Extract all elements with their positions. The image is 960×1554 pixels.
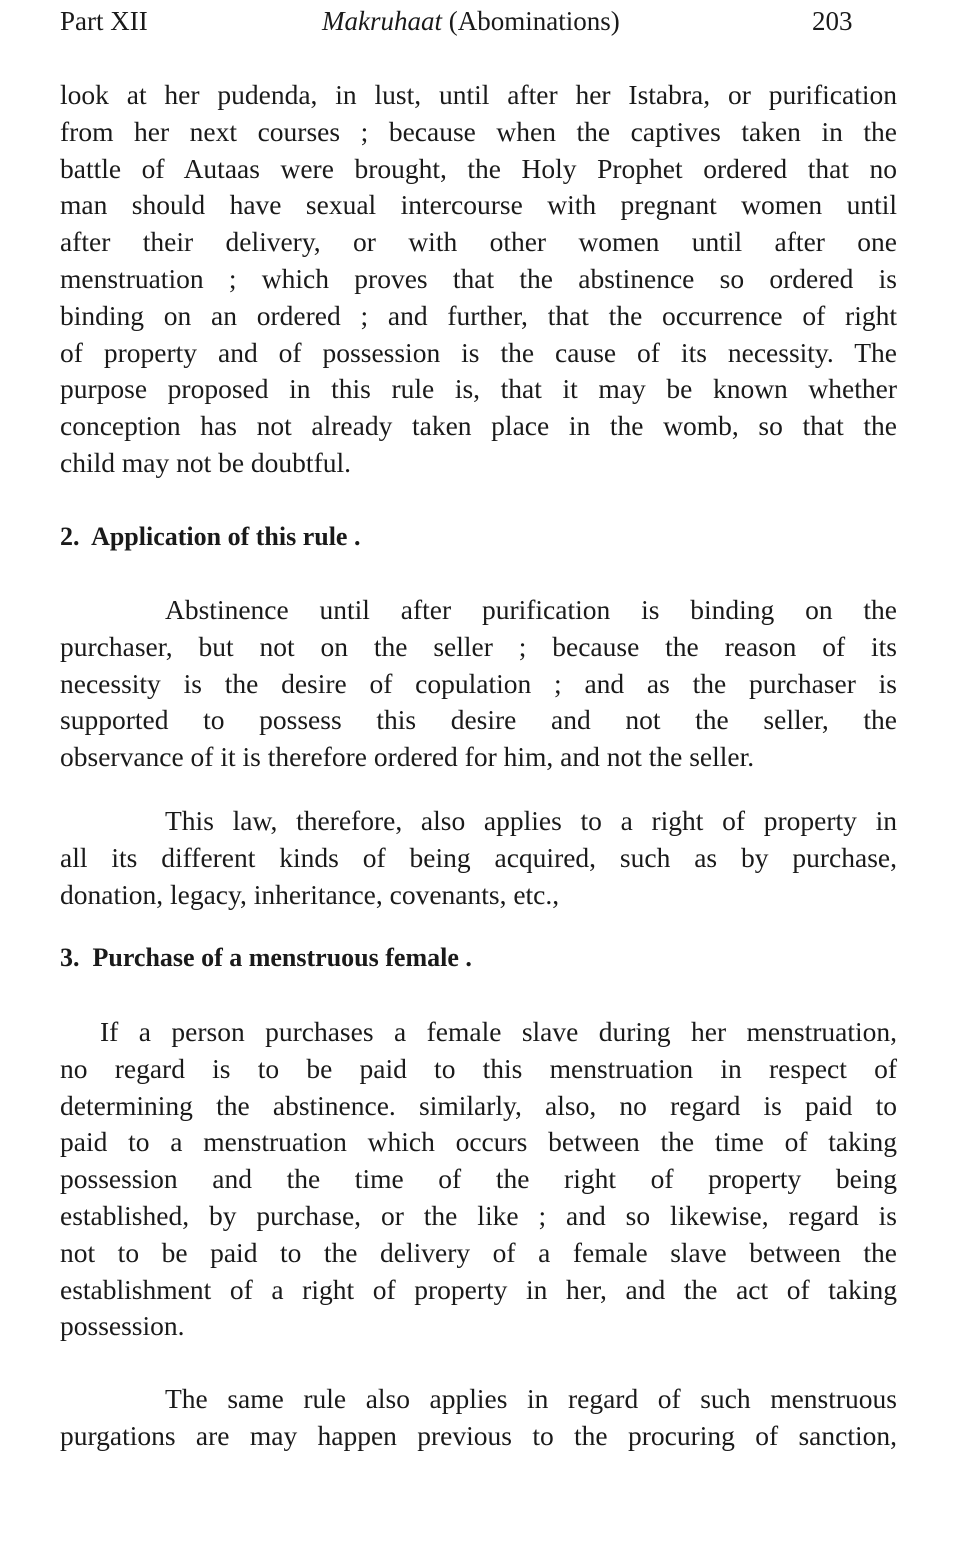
text-line: child may not be doubtful. bbox=[60, 446, 351, 478]
text-line: conception has not already taken place in the womb, so that the bbox=[60, 410, 897, 442]
text-line: man should have sexual intercourse with pregnant women until bbox=[60, 189, 897, 221]
text-line: establishment of a right of property in her, and the act of taking bbox=[60, 1273, 897, 1305]
text-line: all its different kinds of being acquired, such as by purchase, bbox=[60, 841, 897, 873]
text-line: supported to possess this desire and not the seller, the bbox=[60, 704, 897, 736]
text-line: no regard is to be paid to this menstruation in respect of bbox=[60, 1052, 897, 1084]
text-line: determining the abstinence. similarly, also, no regard is paid to bbox=[60, 1089, 897, 1121]
text-line: observance of it is therefore ordered for him, and not the seller. bbox=[60, 741, 755, 773]
section-heading: 2. Application of this rule . bbox=[60, 522, 361, 551]
text-line: look at her pudenda, in lust, until after her Istabra, or purification bbox=[60, 79, 897, 110]
text-line: established, by purchase, or the like ; and so likewise, regard is bbox=[60, 1199, 897, 1231]
paragraph bbox=[60, 592, 897, 776]
title-rest: (Abominations) bbox=[441, 6, 620, 36]
paragraph bbox=[60, 803, 897, 913]
paragraph bbox=[60, 1014, 897, 1345]
paragraph bbox=[60, 77, 897, 482]
running-header-part: Part XII bbox=[60, 6, 148, 36]
text-line: possession. bbox=[60, 1310, 185, 1342]
text-line: necessity is the desire of copulation ; and as the purchaser is bbox=[60, 667, 897, 699]
running-header-title bbox=[322, 4, 620, 38]
text-line: purchaser, but not on the seller ; because the reason of its bbox=[60, 630, 897, 662]
text-line: possession and the time of the right of property being bbox=[60, 1163, 897, 1195]
text-line: paid to a menstruation which occurs between the time of taking bbox=[60, 1126, 897, 1158]
title-italic: Makruhaat bbox=[322, 6, 442, 36]
paragraph bbox=[60, 1381, 897, 1455]
text-line: Abstinence until after purification is binding on the bbox=[165, 594, 897, 625]
text-line: purpose proposed in this rule is, that it may be known whether bbox=[60, 373, 897, 405]
text-line: menstruation ; which proves that the abstinence so ordered is bbox=[60, 262, 897, 294]
text-line: of property and of possession is the cause of its necessity. The bbox=[60, 336, 897, 368]
text-line: after their delivery, or with other women until after one bbox=[60, 226, 897, 258]
text-line: battle of Autaas were brought, the Holy Prophet ordered that no bbox=[60, 152, 897, 184]
text-line: not to be paid to the delivery of a female slave between the bbox=[60, 1236, 897, 1268]
section-heading: 3. Purchase of a menstruous female . bbox=[60, 943, 472, 972]
text-line: If a person purchases a female slave during her menstruation, bbox=[100, 1016, 897, 1047]
text-line: donation, legacy, inheritance, covenants, etc., bbox=[60, 878, 560, 910]
text-line: This law, therefore, also applies to a right of property in bbox=[165, 805, 897, 836]
page-number: 203 bbox=[812, 6, 853, 36]
text-line: purgations are may happen previous to the procuring of sanction, bbox=[60, 1419, 897, 1451]
text-line: The same rule also applies in regard of such menstruous bbox=[165, 1383, 897, 1414]
text-line: from her next courses ; because when the captives taken in the bbox=[60, 115, 897, 147]
text-line: binding on an ordered ; and further, that the occurrence of right bbox=[60, 299, 897, 331]
